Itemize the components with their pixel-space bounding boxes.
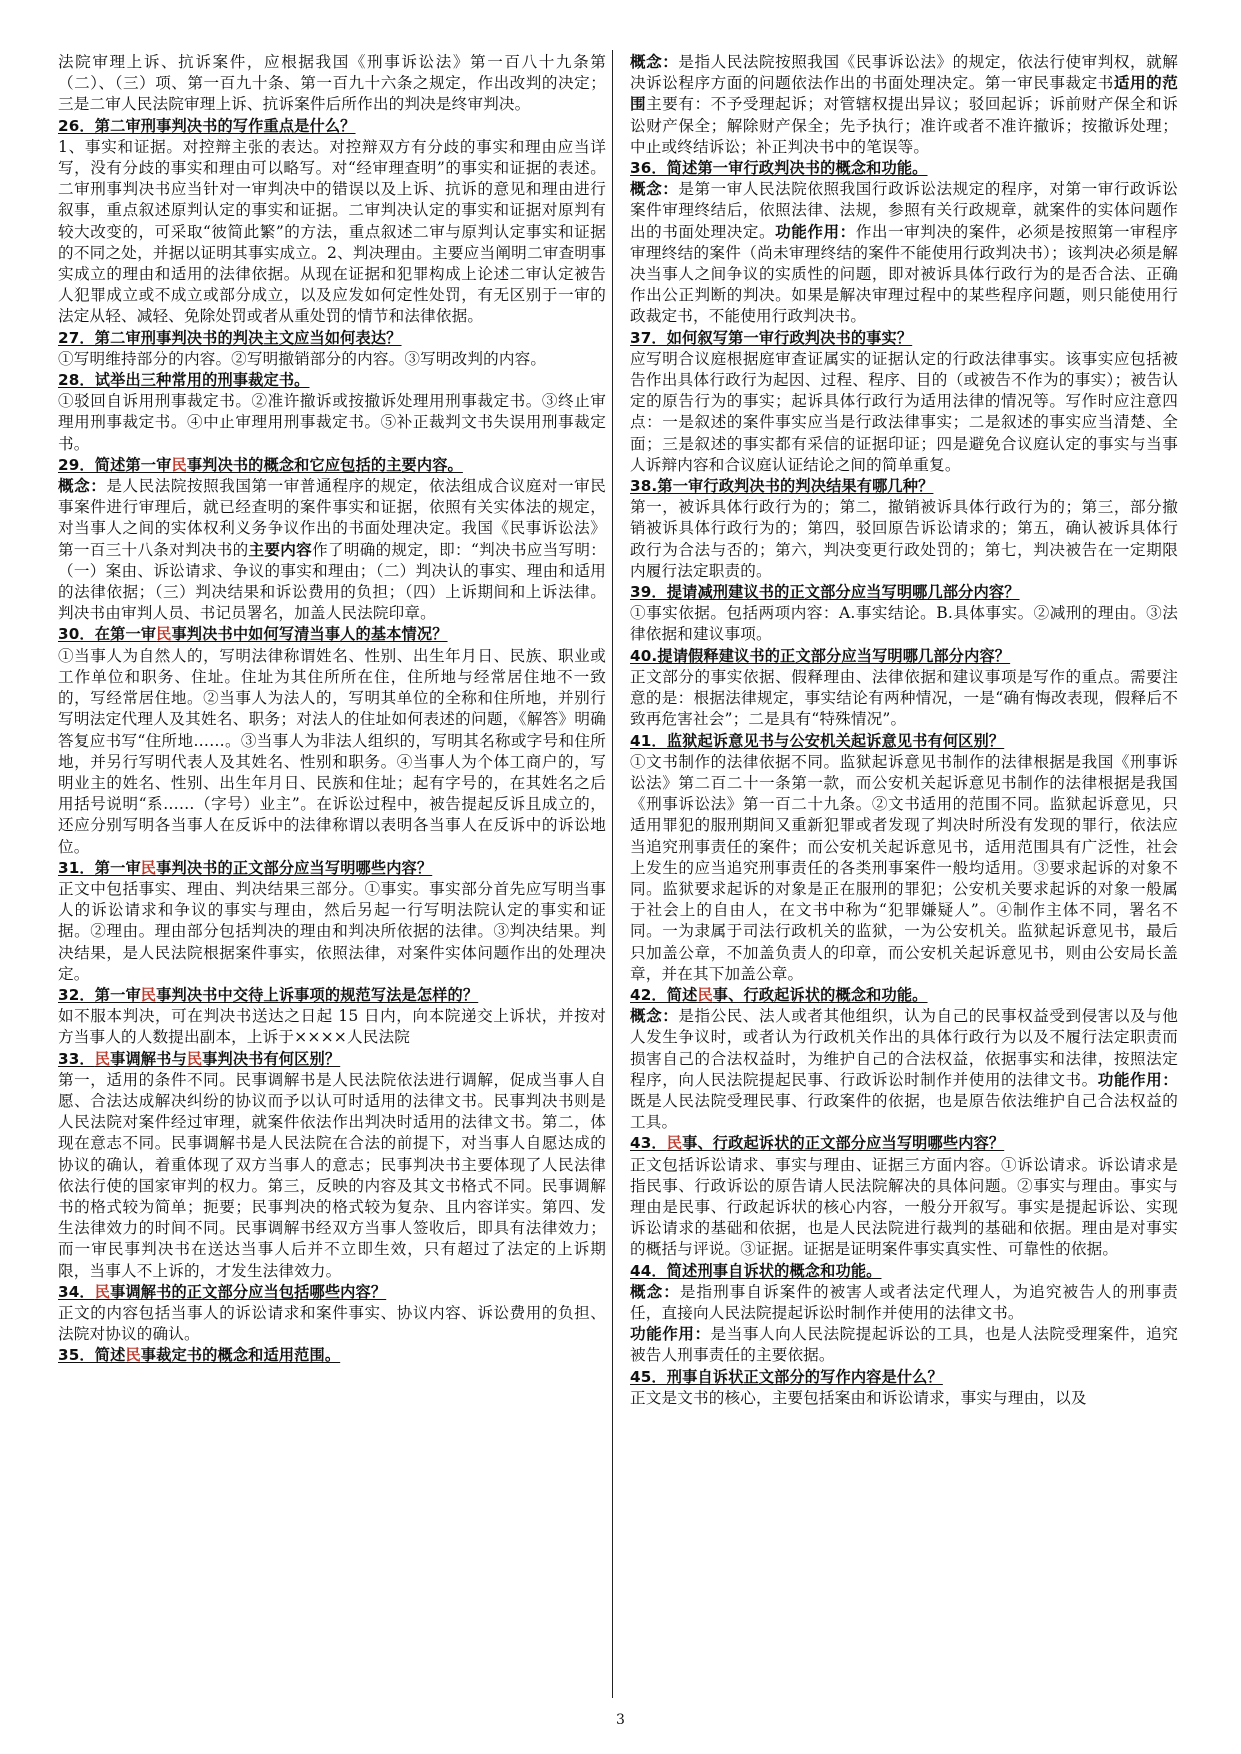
q33-highlight-2: 民 [186, 1049, 203, 1068]
question-33-heading [58, 1050, 340, 1068]
a42-keyword-concept: 概念： [630, 1007, 679, 1026]
q29-part-a: 29．简述第一审 [58, 455, 172, 474]
q30-highlight: 民 [156, 625, 172, 644]
question-40 [630, 646, 1178, 667]
question-35-heading [58, 1346, 340, 1364]
answer-42 [630, 1006, 1178, 1133]
question-31 [58, 858, 606, 879]
left-column [58, 52, 606, 1367]
answer-39: ①事实依据。包括两项内容：A.事实结论。B.具体事实。②减刑的理由。③法律依据和建议事项。 [630, 604, 1178, 644]
q33-highlight-1: 民 [94, 1049, 111, 1068]
question-36-heading: 36．简述第一审行政判决书的概念和功能。 [630, 159, 928, 178]
answer-26: 1、事实和证据。对控辩主张的表达。对控辩双方有分歧的事实和理由应当详写，没有分歧的事实和理由可以略写。对“经审理查明”的事实和证据的表述。二审刑事判决书应当针对一审判决中的错误以及上诉、抗诉的意见和理由进行叙事，重点叙述原判认定的事实和证据。二审判决认定的事实和证据对原判有较大改变的，可采取“彼简此繁”的方法，重点叙述二审与原判认定事实和证据的不同之处，并据以证明其事实成立。2、判决理由。主要应当阐明二审查明事实成立的理由和适用的法律依据。从现在证据和犯罪构成上论述二审认定被告人犯罪成立或不成立或部分成立，以及应发如何定性处罚，有无区别于一审的法定从轻、减轻、免除处罚或者从重处罚的情节和法律依据。 [58, 137, 606, 326]
question-28-heading: 28．试举出三种常用的刑事裁定书。 [58, 371, 310, 390]
question-36 [630, 158, 1178, 179]
q33-part-b: 事调解书与 [110, 1049, 187, 1068]
question-30-heading [58, 625, 448, 643]
a35-text-2: 主要有：不予受理起诉；对管辖权提出异议；驳回起诉；诉前财产保全和诉讼财产保全；解除财产保全；先予执行；准许或者不准许撤诉；按撤诉处理；中止或终结诉讼；补正判决书中的笔误等。 [630, 95, 1179, 156]
answer-40: 正文部分的事实依据、假释理由、法律依据和建议事项是写作的重点。需要注意的是：根据法律规定，事实结论有两种情况，一是“确有悔改表现，假释后不致再危害社会”；二是具有“特殊情况”。 [630, 667, 1178, 729]
q43-part-a: 43． [630, 1134, 667, 1153]
answer-44 [630, 1282, 1178, 1367]
q42-highlight: 民 [697, 985, 713, 1004]
a29-keyword-concept: 概念： [58, 477, 107, 496]
q32-part-b: 事判决书中交待上诉事项的规范写法是怎样的？ [156, 985, 479, 1004]
q42-part-b: 事、行政起诉状的概念和功能。 [712, 985, 928, 1004]
q34-highlight: 民 [94, 1282, 111, 1301]
question-35 [58, 1345, 606, 1366]
question-28 [58, 370, 606, 391]
answer-36 [630, 179, 1178, 327]
q32-part-a: 32．第一审 [58, 985, 141, 1004]
question-29-heading [58, 456, 463, 474]
answer-35 [630, 52, 1178, 158]
question-37 [630, 328, 1178, 349]
a42-text-1: 是指公民、法人或者其他组织，认为自己的民事权益受到侵害以及与他人发生争议时，或者认为行政机关作出的具体行政行为以及不履行法定职责而损害自己的合法权益时，为维护自己的合法权益，依据事实和法律，按照法定程序，向人民法院提起民事、行政诉讼时制作并使用的法律文书。 [630, 1007, 1178, 1089]
question-29 [58, 455, 606, 476]
question-34 [58, 1282, 606, 1303]
question-34-heading [58, 1283, 386, 1301]
answer-30: ①当事人为自然人的，写明法律称谓姓名、性别、出生年月日、民族、职业或工作单位和职务、住址。住址为其住所所在住，住所地与经常居住地不一致的，写经常居住地。②当事人为法人的，写明其单位的全称和住所地，并别行写明法定代理人及其姓名、职务；对法人的住址如何表述的问题，《解答》明确答复应书写“住所地……。③当事人为非法人组织的，写明其名称或字号和住所地，并另行写明代表人及其姓名、性别和职务。④当事人为个体工商户的，写明业主的姓名、性别、出生年月日、民族和住址；起有字号的，在其姓名之后用括号说明“系……（字号）业主”。在诉讼过程中，被告提起反诉且成立的，还应分别写明各当事人在反诉中的法律称谓以表明各当事人在反诉中的诉讼地位。 [58, 646, 606, 856]
answer-38: 第一，被诉具体行政行为的；第二，撤销被诉具体行政行为的；第三，部分撤销被诉具体行政行为的；第四，驳回原告诉讼请求的；第五，确认被诉具体行政行为合法与否的；第六，判决变更行政处罚的；第七，判决被告在一定期限内履行法定职责的。 [630, 498, 1178, 580]
a35-keyword-concept: 概念： [630, 53, 679, 71]
question-42 [630, 985, 1178, 1006]
a35-keyword-scope: 适用的范围 [630, 74, 1178, 114]
question-43 [630, 1133, 1178, 1154]
right-column [630, 52, 1178, 1409]
question-26-heading: 26．第二审刑事判决书的写作重点是什么？ [58, 116, 356, 135]
question-39 [630, 582, 1178, 603]
question-39-heading: 39．提请减刑建议书的正文部分应当写明哪几部分内容？ [630, 583, 1020, 602]
question-45 [630, 1367, 1178, 1388]
question-37-heading: 37．如何叙写第一审行政判决书的事实？ [630, 328, 913, 347]
question-27 [58, 328, 606, 349]
a44-text-2: 是当事人向人民法院提起诉讼的工具，也是人法院受理案件，追究被告人刑事责任的主要依据。 [630, 1325, 1178, 1365]
q30-part-a: 30．在第一审 [58, 625, 157, 644]
question-40-heading: 40.提请假释建议书的正文部分应当写明哪几部分内容？ [630, 646, 1011, 665]
question-41-heading: 41．监狱起诉意见书与公安机关起诉意见书有何区别？ [630, 731, 1005, 750]
answer-28: ①驳回自诉用刑事裁定书。②准许撤诉或按撤诉处理用刑事裁定书。③终止审理用刑事裁定书。④中止审理用刑事裁定书。⑤补正裁判文书失误用刑事裁定书。 [58, 392, 606, 453]
question-38 [630, 476, 1178, 497]
a36-text-1: 是第一审人民法院依照我国行政诉讼法规定的程序，对第一审行政诉讼案件审理终结后，依照法律、法规，参照有关行政规章，就案件的实体问题作出的书面处理决定。 [630, 180, 1178, 241]
a29-text-1: 是人民法院按照我国第一审普通程序的规定，依法组成合议庭对一审民事案件进行审理后，就已经查明的案件事实和证据，依照有关实体法的规定，对当事人之间的实体权利义务争议作出的书面处理决定。我国《民事诉讼法》第一百三十八条对判决书的 [58, 477, 606, 559]
a29-text-2: 作了明确的规定，即：“判决书应当写明：（一）案由、诉讼请求、争议的事实和理由；（二）判决认的事实、理由和适用的法律依据；（三）判决结果和诉讼费用的负担；（四）上诉期间和上诉法律。判决书由审判人员、书记员署名，加盖人民法院印章。 [58, 540, 606, 623]
question-30 [58, 624, 606, 645]
answer-31: 正文中包括事实、理由、判决结果三部分。①事实。事实部分首先应写明当事人的诉讼请求和争议的事实与理由，然后另起一行写明法院认定的事实和证据。②理由。理由部分包括判决的理由和判决所依据的法律。③判决结果。判决结果，是人民法院根据案件事实，依照法律，对案件实体问题作出的处理决定。 [58, 879, 606, 983]
continuation-paragraph: 法院审理上诉、抗诉案件，应根据我国《刑事诉讼法》第一百八十九条第（二）、（三）项、第一百九十条、第一百九十六条之规定，作出改判的决定；三是二审人民法院审理上诉、抗诉案件后所作出的判决是终审判决。 [58, 53, 606, 114]
answer-33: 第一，适用的条件不同。民事调解书是人民法院依法进行调解，促成当事人自愿、合法达成解决纠纷的协议而予以认可时适用的法律文书。民事判决书则是人民法院对案件经过审理，就案件依法作出判决时适用的法律文书。第二，体现在意志不同。民事调解书是人民法院在合法的前提下，对当事人自愿达成的协议的确认，着重体现了双方当事人的意志；民事判决书主要体现了人民法律依法行使的国家审判的权力。第三，反映的内容及其文书格式不同。民事调解书的格式较为简单；扼要；民事判决的格式较为复杂、且内容详实。第四、发生法律效力的时间不同。民事调解书经双方当事人签收后，即具有法律效力；而一审民事判决书在送达当事人后并不立即生效，只有超过了法定的上诉期限，当事人不上诉的，才发生法律效力。 [58, 1070, 606, 1280]
question-32 [58, 985, 606, 1006]
q43-highlight: 民 [666, 1134, 683, 1153]
page-number: 3 [616, 1712, 625, 1728]
q43-part-b: 事、行政起诉状的正文部分应当写明哪些内容？ [682, 1134, 1005, 1153]
question-31-heading [58, 859, 432, 877]
q32-highlight: 民 [140, 985, 157, 1004]
answer-29 [58, 476, 606, 624]
q31-part-a: 31．第一审 [58, 858, 141, 877]
question-41 [630, 731, 1178, 752]
a36-keyword-function: 功能作用： [775, 222, 856, 241]
q34-part-a: 34． [58, 1282, 95, 1301]
a44-text-1: 是指刑事自诉案件的被害人或者法定代理人，为追究被告人的刑事责任，直接向人民法院提起诉讼时制作并使用的法律文书。 [630, 1282, 1178, 1322]
question-44 [630, 1261, 1178, 1282]
question-44-heading: 44．简述刑事自诉状的概念和功能。 [630, 1261, 882, 1280]
question-33 [58, 1049, 606, 1070]
answer-37: 应写明合议庭根据庭审查证属实的证据认定的行政法律事实。该事实应包括被告作出具体行政行为起因、过程、程序、目的（或被告不作为的事实）；被告认定的原告行为的事实；起诉具体行政行为适用法律的情况等。写作时应注意四点：一是叙述的案件事实应当是行政法律事实；二是叙述的事实应当清楚、全面；三是叙述的事实都有采信的证据印证；四是避免合议庭认定的事实与当事人诉辩内容和合议庭认证结论之间的简单重复。 [630, 349, 1178, 474]
question-32-heading [58, 986, 478, 1004]
column-divider [612, 50, 613, 1698]
q29-part-b: 事判决书的概念和它应包括的主要内容。 [186, 455, 463, 474]
q42-part-a: 42．简述 [630, 985, 698, 1004]
question-42-heading [630, 986, 928, 1004]
question-26 [58, 116, 606, 137]
q34-part-b: 事调解书的正文部分应当包括哪些内容？ [110, 1282, 387, 1301]
q35-highlight: 民 [125, 1346, 141, 1365]
a36-keyword-concept: 概念： [630, 180, 679, 199]
q30-part-b: 事判决书中如何写清当事人的基本情况？ [171, 625, 448, 644]
question-43-heading [630, 1134, 1004, 1152]
answer-34: 正文的内容包括当事人的诉讼请求和案件事实、协议内容、诉讼费用的负担、法院对协议的确认。 [58, 1303, 606, 1344]
q29-highlight: 民 [171, 455, 187, 474]
q35-part-b: 事裁定书的概念和适用范围。 [140, 1346, 341, 1365]
question-38-heading: 38.第一审行政判决书的判决结果有哪几种？ [630, 477, 934, 496]
a44-keyword-concept: 概念： [630, 1282, 680, 1301]
question-45-heading: 45．刑事自诉状正文部分的写作内容是什么？ [630, 1367, 943, 1386]
a29-keyword-content: 主要内容 [248, 540, 313, 559]
q33-part-a: 33． [58, 1049, 95, 1068]
a35-text-1: 是指人民法院按照我国《民事诉讼法》的规定，依法行使审判权，就解决诉讼程序方面的问题依法作出的书面处理决定。第一审民事裁定书 [630, 53, 1178, 93]
q33-part-c: 事判决书有何区别？ [202, 1049, 341, 1068]
answer-41: ①文书制作的法律依据不同。监狱起诉意见书制作的法律根据是我国《刑事诉讼法》第二百二十一条第一款，而公安机关起诉意见书制作的法律根据是我国《刑事诉讼法》第一百二十九条。②文书适用的范围不同。监狱起诉意见，只适用罪犯的服刑期间又重新犯罪或者发现了判决时所没有发现的罪行，依法应当追究刑事责任的案件；而公安机关起诉意见书，适用范围具有广泛性，社会上发生的应当追究刑事责任的各类刑事案件一般均适用。③要求起诉的对象不同。监狱要求起诉的对象是正在服刑的罪犯；公安机关要求起诉的对象一般属于社会上的自由人，在文书中称为“犯罪嫌疑人”。④制作主体不同，署名不同。一为隶属于司法行政机关的监狱，一为公安机关。监狱起诉意见书，最后只加盖公章，不加盖负责人的印章，而公安机关起诉意见书，则由公安局长盖章，并在其下加盖公章。 [630, 752, 1178, 983]
q31-part-b: 事判决书的正文部分应当写明哪些内容？ [156, 858, 433, 877]
answer-43: 正文包括诉讼请求、事实与理由、证据三方面内容。①诉讼请求。诉讼请求是指民事、行政诉讼的原告请人民法院解决的具体问题。②事实与理由。事实与理由是民事、行政起诉状的核心内容，一般分开叙写。事实是提起诉讼、实现诉讼请求的基础和依据，也是人民法院进行裁判的基础和依据。理由是对事实的概括与评说。③证据。证据是证明案件事实真实性、可靠性的依据。 [630, 1155, 1178, 1259]
answer-27: ①写明维持部分的内容。②写明撤销部分的内容。③写明改判的内容。 [58, 349, 547, 368]
a44-keyword-function: 功能作用： [630, 1325, 711, 1344]
a42-text-2: 既是人民法院受理民事、行政案件的依据，也是原告依法维护自己合法权益的工具。 [630, 1091, 1178, 1132]
q31-highlight: 民 [140, 858, 157, 877]
question-27-heading: 27．第二审刑事判决书的判决主文应当如何表达？ [58, 328, 402, 347]
q35-part-a: 35．简述 [58, 1346, 126, 1365]
answer-45: 正文是文书的核心，主要包括案由和诉讼请求，事实与理由，以及 [630, 1388, 1087, 1407]
a42-keyword-function: 功能作用： [1097, 1070, 1178, 1089]
answer-32: 如不服本判决，可在判决书送达之日起 15 日内，向本院递交上诉状，并按对方当事人的人数提出副本，上诉于××××人民法院 [58, 1007, 606, 1047]
a36-text-2: 作出一审判决的案件，必须是按照第一审程序审理终结的案件（尚未审理终结的案件不能使用行政判决书）；该判决必须是解决当事人之间争议的实质性的问题，即对被诉具体行政行为的是否合法、正确作出公正判断的判决。如果是解决审理过程中的某些程序问题，则只能使用行政裁定书，不能使用行政判决书。 [630, 222, 1178, 326]
